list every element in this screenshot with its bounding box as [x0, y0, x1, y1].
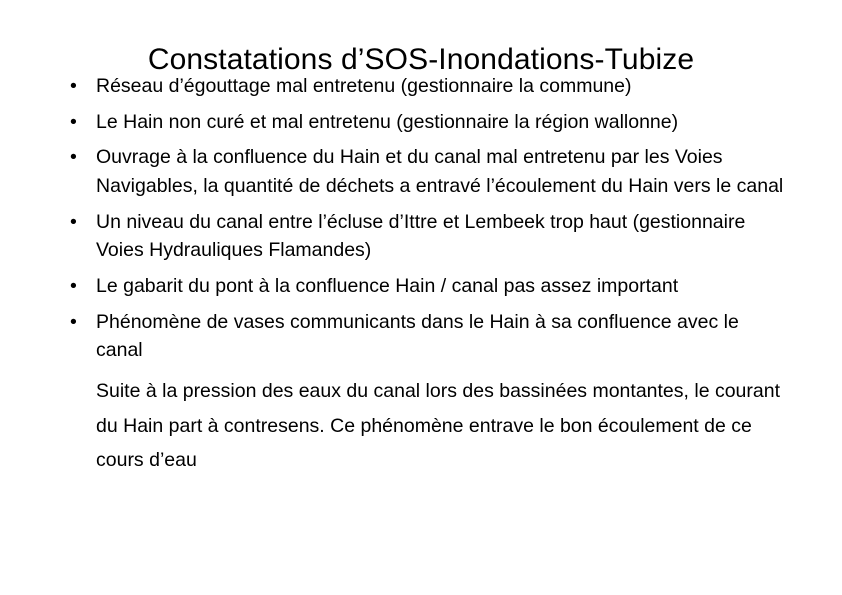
list-item: [60, 108, 790, 137]
bullet-dot-icon: •: [70, 210, 77, 233]
list-item-text: Un niveau du canal entre l’écluse d’Ittre et Lembeek trop haut (gestionnaire Voies Hydrauliques Flamandes): [96, 210, 746, 262]
bullet-dot-icon: •: [70, 274, 77, 297]
list-item-text: Phénomène de vases communicants dans le Hain à sa confluence avec le canal: [96, 310, 739, 362]
bullet-dot-icon: •: [70, 146, 77, 169]
list-item-text: Ouvrage à la confluence du Hain et du canal mal entretenu par les Voies Navigables, la quantité de déchets a entravé l’écoulement du Hain vers le canal: [96, 146, 784, 197]
bullet-dot-icon: •: [70, 110, 77, 133]
list-item-text: Réseau d’égouttage mal entretenu (gestionnaire la commune): [96, 75, 632, 97]
list-item-text: Le Hain non curé et mal entretenu (gestionnaire la région wallonne): [96, 110, 679, 133]
list-item-text: Le gabarit du pont à la confluence Hain / canal pas assez important: [96, 274, 679, 297]
bullet-dot-icon: •: [70, 75, 77, 97]
list-item: [60, 72, 790, 101]
list-item: [60, 143, 790, 200]
bullet-dot-icon: •: [70, 310, 77, 333]
page-title: Constatations d’SOS-Inondations-Tubize: [147, 43, 695, 77]
bullet-list: [60, 72, 790, 485]
list-item-subtext: Suite à la pression des eaux du canal lors des bassinées montantes, le courant du Hain part à contresens. Ce phénomène entrave le bon écoulement de ce cours d’eau: [96, 379, 780, 472]
list-item: [60, 208, 790, 265]
list-item: [60, 308, 790, 478]
list-item: [60, 272, 790, 301]
